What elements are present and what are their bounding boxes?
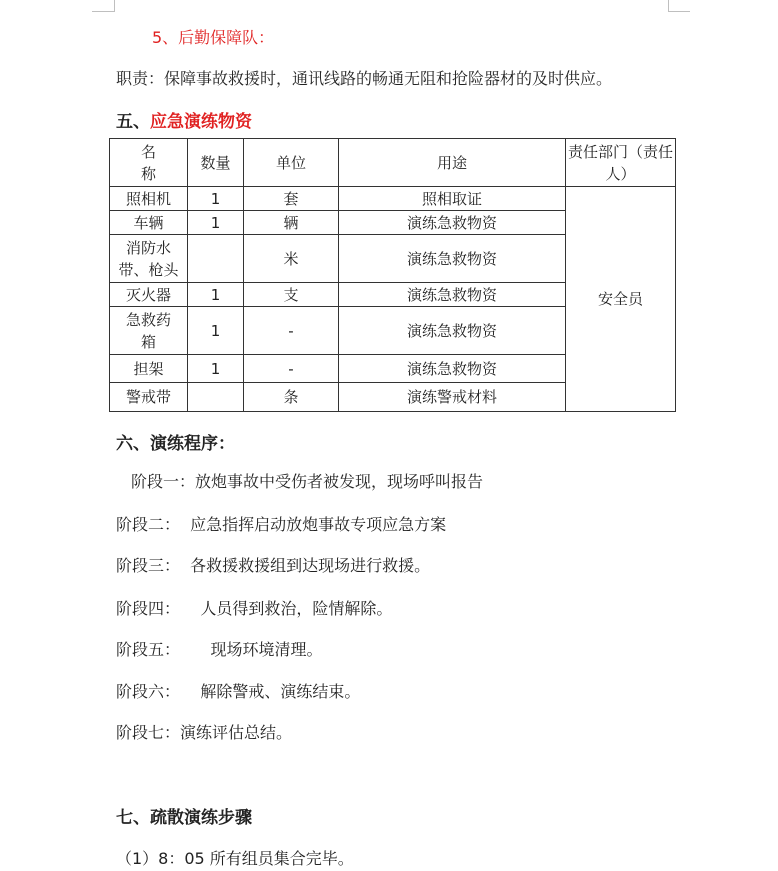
- cell-unit: 条: [244, 383, 339, 412]
- crop-mark-left: [114, 0, 115, 12]
- header-unit: 单位: [244, 139, 339, 187]
- header-qty: 数量: [188, 139, 244, 187]
- table-row: [110, 187, 676, 211]
- stage-5: 阶段五： 现场环境清理。: [116, 640, 323, 659]
- stage-7: 阶段七：演练评估总结。: [116, 723, 293, 742]
- section-6-heading: 六、演练程序：: [116, 434, 235, 454]
- cell-use: 演练急救物资: [339, 307, 566, 355]
- cell-qty: 1: [188, 283, 244, 307]
- cell-name: 急救药箱: [110, 307, 188, 355]
- cell-unit: 米: [244, 235, 339, 283]
- cell-unit: 辆: [244, 211, 339, 235]
- cell-unit: 套: [244, 187, 339, 211]
- cell-unit: -: [244, 355, 339, 383]
- materials-table: [109, 138, 676, 412]
- cell-use: 演练急救物资: [339, 211, 566, 235]
- cell-qty: 1: [188, 355, 244, 383]
- crop-mark-right-h: [668, 11, 690, 12]
- crop-mark-left-h: [92, 11, 114, 12]
- stage-1: 阶段一：放炮事故中受伤者被发现，现场呼叫报告: [131, 472, 484, 491]
- duty-text: 职责：保障事故救援时，通讯线路的畅通无阻和抢险器材的及时供应。: [116, 69, 613, 88]
- header-dept: 责任部门（责任人）: [566, 139, 676, 187]
- cell-use: 演练急救物资: [339, 235, 566, 283]
- section-title: 应急演练物资: [150, 112, 252, 132]
- cell-use: 演练警戒材料: [339, 383, 566, 412]
- cell-unit: 支: [244, 283, 339, 307]
- cell-qty: 1: [188, 211, 244, 235]
- stage-3: 阶段三： 各救援救援组到达现场进行救援。: [116, 556, 431, 575]
- table-header-row: [110, 139, 676, 187]
- cell-qty: [188, 383, 244, 412]
- step-1: （1）8：05 所有组员集合完毕。: [116, 849, 354, 868]
- header-use: 用途: [339, 139, 566, 187]
- cell-name: 车辆: [110, 211, 188, 235]
- cell-qty: [188, 235, 244, 283]
- section-7-heading: 七、疏散演练步骤: [116, 808, 252, 828]
- cell-use: 照相取证: [339, 187, 566, 211]
- section-5-materials-heading: [116, 107, 252, 132]
- cell-qty: 1: [188, 307, 244, 355]
- stage-4: 阶段四： 人员得到救治，险情解除。: [116, 599, 393, 618]
- header-name: 名 称: [110, 139, 188, 187]
- cell-name: 照相机: [110, 187, 188, 211]
- cell-unit: -: [244, 307, 339, 355]
- stage-6: 阶段六： 解除警戒、演练结束。: [116, 682, 361, 701]
- cell-name: 灭火器: [110, 283, 188, 307]
- cell-dept: 安全员: [566, 187, 676, 412]
- cell-name: 警戒带: [110, 383, 188, 412]
- section-5-heading: 5、后勤保障队：: [152, 28, 275, 47]
- cell-use: 演练急救物资: [339, 283, 566, 307]
- stage-2: 阶段二： 应急指挥启动放炮事故专项应急方案: [116, 515, 447, 534]
- cell-use: 演练急救物资: [339, 355, 566, 383]
- section-number: 五、: [116, 112, 150, 132]
- cell-name: 担架: [110, 355, 188, 383]
- cell-qty: 1: [188, 187, 244, 211]
- cell-name: 消防水带、枪头: [110, 235, 188, 283]
